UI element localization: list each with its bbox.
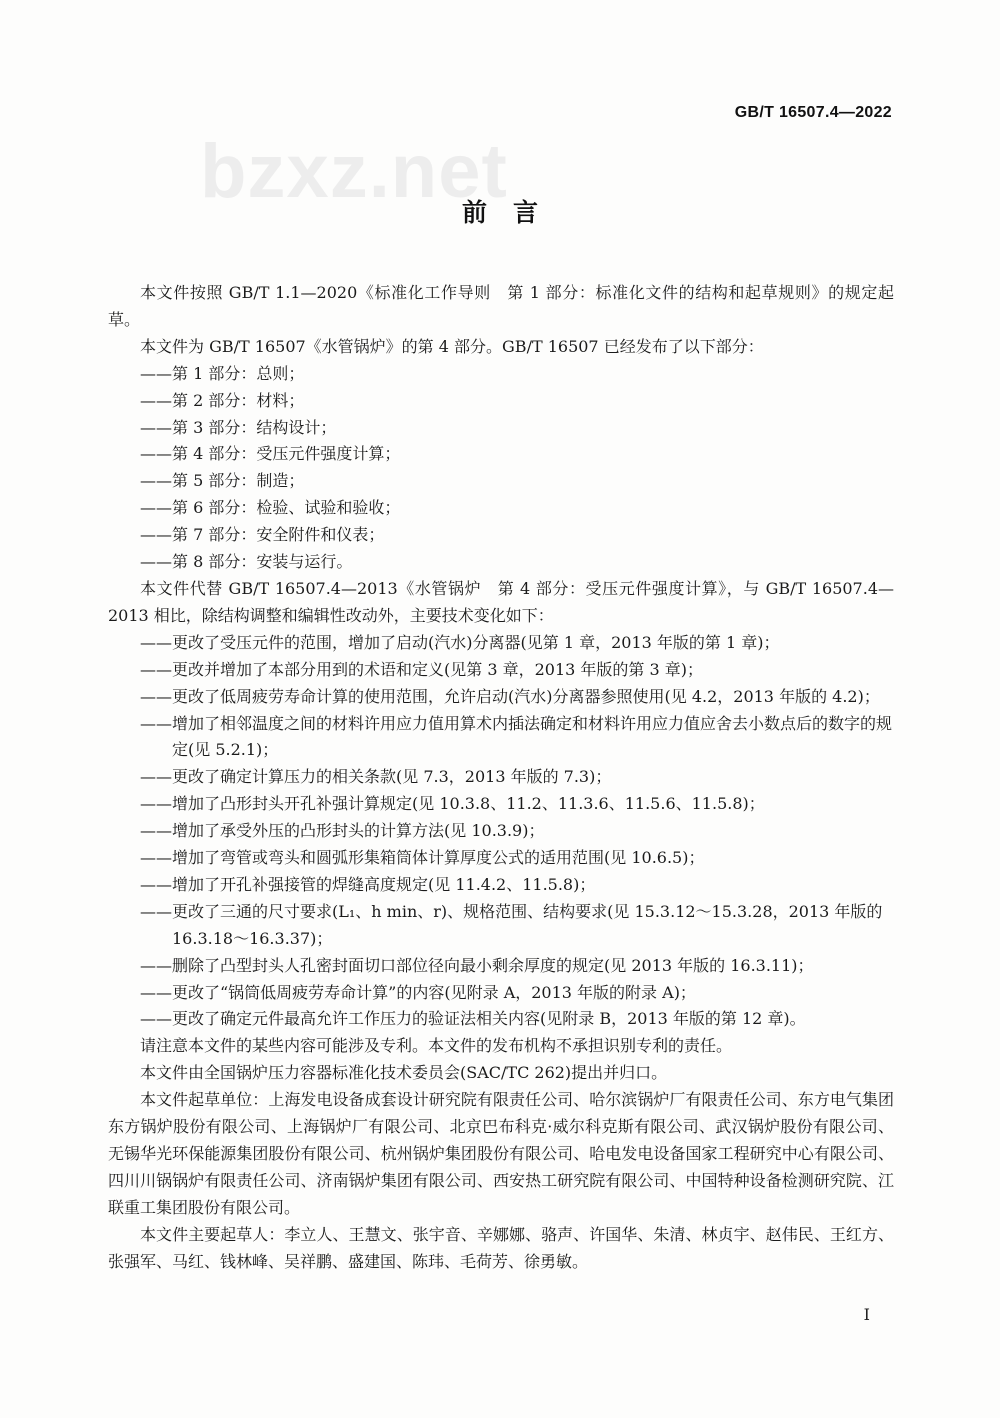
list-item: ——增加了凸形封头开孔补强计算规定(见 10.3.8、11.2、11.3.6、11.5.6、11.5.8)； [140,794,765,814]
list-item: ——增加了开孔补强接管的焊缝高度规定(见 11.4.2、11.5.8)； [140,874,596,894]
paragraph-proposer: 本文件由全国锅炉压力容器标准化技术委员会(SAC/TC 262)提出并归口。 [140,1063,668,1083]
paragraph-drafters: 本文件主要起草人：李立人、王慧文、张宇音、辛娜娜、骆声、许国华、朱清、林贞宇、赵伟民、王红方、张强军、马红、钱林峰、吴祥鹏、盛建国、陈玮、毛荷芳、徐勇敏。 [108,1224,894,1271]
list-item: ——更改了确定计算压力的相关条款(见 7.3，2013 年版的 7.3)； [140,767,612,787]
list-item: ——更改了受压元件的范围，增加了启动(汽水)分离器(见第 1 章，2013 年版的第 1 章)； [140,632,780,652]
list-item: ——第 4 部分：受压元件强度计算； [140,444,401,464]
list-item: ——增加了承受外压的凸形封头的计算方法(见 10.3.9)； [140,821,545,841]
list-item: ——增加了相邻温度之间的材料许用应力值用算术内插法确定和材料许用应力值应舍去小数点后的数字的规定(见 5.2.1)； [140,713,893,760]
list-item: ——更改了低周疲劳寿命计算的使用范围，允许启动(汽水)分离器参照使用(见 4.2，2013 年版的 4.2)； [140,686,880,706]
paragraph-drafting-rules: 本文件按照 GB/T 1.1—2020《标准化工作导则 第 1 部分：标准化文件的结构和起草规则》的规定起草。 [108,283,894,329]
page-title: 前言 [461,198,564,227]
changes-list [108,630,894,1034]
paragraph-part-intro: 本文件为 GB/T 16507《水管锅炉》的第 4 部分。GB/T 16507 已经发布了以下部分： [140,336,764,356]
list-item: ——第 5 部分：制造； [140,471,305,491]
document-body [108,280,894,1276]
list-item: ——第 1 部分：总则； [140,363,305,383]
list-item: ——第 6 部分：检验、试验和验收； [140,498,401,518]
list-item: ——更改并增加了本部分用到的术语和定义(见第 3 章，2013 年版的第 3 章)； [140,659,703,679]
list-item: ——第 7 部分：安全附件和仪表； [140,525,385,545]
list-item: ——更改了确定元件最高允许工作压力的验证法相关内容(见附录 B，2013 年版的第 12 章)。 [140,1009,806,1029]
paragraph-patent-notice: 请注意本文件的某些内容可能涉及专利。本文件的发布机构不承担识别专利的责任。 [140,1036,733,1056]
list-item: ——删除了凸型封头人孔密封面切口部位径向最小剩余厚度的规定(见 2013 年版的 16.3.11)； [140,955,814,975]
list-item: ——第 3 部分：结构设计； [140,417,337,437]
watermark: bzxz.net [200,129,508,214]
list-item: ——更改了“锅筒低周疲劳寿命计算”的内容(见附录 A，2013 年版的附录 A)； [140,982,696,1002]
list-item: ——更改了三通的尺寸要求(L₁、h min、r)、规格范围、结构要求(见 15.3.12～15.3.28，2013 年版的 16.3.18～16.3.37)； [140,901,883,948]
list-item: ——增加了弯管或弯头和圆弧形集箱筒体计算厚度公式的适用范围(见 10.6.5)； [140,848,705,868]
list-item: ——第 8 部分：安装与运行。 [140,552,353,572]
paragraph-replacement: 本文件代替 GB/T 16507.4—2013《水管锅炉 第 4 部分：受压元件强度计算》，与 GB/T 16507.4—2013 相比，除结构调整和编辑性改动外，主要技术变化如下： [108,578,894,625]
page-number: I [863,1305,870,1324]
paragraph-drafting-units: 本文件起草单位：上海发电设备成套设计研究院有限责任公司、哈尔滨锅炉厂有限责任公司、东方电气集团东方锅炉股份有限公司、上海锅炉厂有限公司、北京巴布科克·威尔科克斯有限公司、武汉锅炉股份有限公司、无锡华光环保能源集团股份有限公司、杭州锅炉集团股份有限公司、哈电发电设备国家工程研究中心有限公司、四川川锅锅炉有限责任公司、济南锅炉集团有限公司、西安热工研究院有限公司、中国特种设备检测研究院、江联重工集团股份有限公司。 [108,1090,894,1217]
list-item: ——第 2 部分：材料； [140,390,305,410]
standard-number: GB/T 16507.4—2022 [734,104,892,121]
parts-list [108,361,894,576]
